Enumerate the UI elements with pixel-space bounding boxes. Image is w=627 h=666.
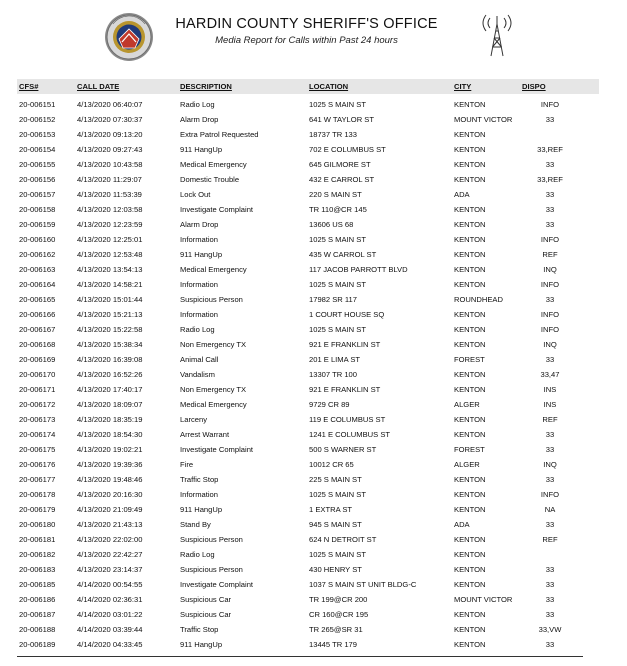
table-row: [17, 337, 599, 352]
cell-dispo: 33: [545, 220, 555, 229]
cell-city: KENTON: [454, 220, 486, 229]
table-row: [17, 232, 599, 247]
cell-description: Medical Emergency: [180, 160, 247, 169]
cell-description: 911 HangUp: [180, 640, 223, 649]
cell-dispo: 33: [545, 115, 555, 124]
cell-city: KENTON: [454, 475, 486, 484]
cell-description: Radio Log: [180, 325, 215, 334]
cell-cfs: 20-006164: [19, 280, 56, 289]
cell-dispo: INFO: [540, 235, 560, 244]
cell-cfs: 20-006171: [19, 385, 56, 394]
cell-call-date: 4/13/2020 20:16:30: [77, 490, 143, 499]
cell-location: 1025 S MAIN ST: [309, 280, 366, 289]
cell-location: 435 W CARROL ST: [309, 250, 377, 259]
cell-description: Investigate Complaint: [180, 445, 254, 454]
column-header-city: CITY: [454, 82, 472, 91]
radio-tower-icon: [474, 12, 520, 58]
cell-dispo: INFO: [540, 490, 560, 499]
cell-dispo: 33: [545, 595, 555, 604]
cell-description: Radio Log: [180, 550, 215, 559]
cell-dispo: 33,REF: [537, 175, 563, 184]
cell-dispo: 33: [545, 445, 555, 454]
cell-city: KENTON: [454, 130, 486, 139]
cell-location: 13307 TR 100: [309, 370, 357, 379]
cell-description: Domestic Trouble: [180, 175, 240, 184]
cell-location: 1 EXTRA ST: [309, 505, 353, 514]
cell-description: Traffic Stop: [180, 475, 219, 484]
cell-city: KENTON: [454, 370, 486, 379]
cell-description: Extra Patrol Requested: [180, 130, 259, 139]
cell-location: TR 265@SR 31: [309, 625, 363, 634]
cell-location: 702 E COLUMBUS ST: [309, 145, 386, 154]
cell-call-date: 4/13/2020 19:39:36: [77, 460, 143, 469]
cell-city: KENTON: [454, 175, 486, 184]
cell-call-date: 4/13/2020 16:39:08: [77, 355, 143, 364]
cell-city: ALGER: [454, 460, 480, 469]
table-row: [17, 262, 599, 277]
table-row: [17, 592, 599, 607]
cell-cfs: 20-006185: [19, 580, 56, 589]
cell-city: KENTON: [454, 280, 486, 289]
cell-description: 911 HangUp: [180, 250, 223, 259]
cell-city: KENTON: [454, 250, 486, 259]
cell-description: Medical Emergency: [180, 265, 247, 274]
cell-description: Information: [180, 490, 218, 499]
calls-table: [17, 79, 599, 652]
column-header-cfs: CFS#: [19, 82, 39, 91]
cell-dispo: INFO: [540, 280, 560, 289]
cell-city: KENTON: [454, 325, 486, 334]
cell-city: ALGER: [454, 400, 480, 409]
cell-cfs: 20-006177: [19, 475, 56, 484]
cell-location: 641 W TAYLOR ST: [309, 115, 374, 124]
cell-call-date: 4/14/2020 04:33:45: [77, 640, 143, 649]
column-header-dispo: DISPO: [522, 82, 546, 91]
cell-cfs: 20-006165: [19, 295, 56, 304]
cell-description: Investigate Complaint: [180, 580, 254, 589]
table-row: [17, 217, 599, 232]
report-subtitle: Media Report for Calls within Past 24 hours: [215, 35, 398, 46]
cell-city: MOUNT VICTOR: [454, 115, 513, 124]
cell-description: Information: [180, 280, 218, 289]
table-row: [17, 517, 599, 532]
cell-call-date: 4/13/2020 12:03:58: [77, 205, 143, 214]
table-row: [17, 157, 599, 172]
cell-cfs: 20-006175: [19, 445, 56, 454]
cell-city: ROUNDHEAD: [454, 295, 503, 304]
cell-location: 13445 TR 179: [309, 640, 357, 649]
cell-call-date: 4/13/2020 07:30:37: [77, 115, 143, 124]
cell-location: 624 N DETROIT ST: [309, 535, 377, 544]
cell-cfs: 20-006163: [19, 265, 56, 274]
table-row: [17, 397, 599, 412]
cell-dispo: 33: [545, 475, 555, 484]
cell-call-date: 4/13/2020 11:29:07: [77, 175, 142, 184]
cell-description: Fire: [180, 460, 194, 469]
cell-dispo: INS: [543, 385, 557, 394]
cell-description: Arrest Warrant: [180, 430, 230, 439]
table-row: [17, 247, 599, 262]
cell-cfs: 20-006180: [19, 520, 56, 529]
cell-cfs: 20-006153: [19, 130, 56, 139]
cell-cfs: 20-006173: [19, 415, 56, 424]
cell-call-date: 4/13/2020 09:13:20: [77, 130, 143, 139]
cell-location: 1025 S MAIN ST: [309, 550, 366, 559]
table-row: [17, 97, 599, 112]
cell-dispo: 33: [545, 565, 555, 574]
cell-call-date: 4/13/2020 18:35:19: [77, 415, 143, 424]
column-header-call-date: CALL DATE: [77, 82, 120, 91]
cell-dispo: 33,VW: [538, 625, 562, 634]
table-row: [17, 412, 599, 427]
cell-city: KENTON: [454, 205, 486, 214]
cell-call-date: 4/13/2020 18:09:07: [77, 400, 143, 409]
cell-city: KENTON: [454, 265, 486, 274]
cell-description: 911 HangUp: [180, 145, 223, 154]
cell-location: 1025 S MAIN ST: [309, 325, 366, 334]
cell-cfs: 20-006160: [19, 235, 56, 244]
cell-dispo: 33: [545, 355, 555, 364]
cell-call-date: 4/13/2020 16:52:26: [77, 370, 143, 379]
table-row: [17, 637, 599, 652]
cell-city: KENTON: [454, 310, 486, 319]
cell-cfs: 20-006159: [19, 220, 56, 229]
cell-location: 1241 E COLUMBUS ST: [309, 430, 391, 439]
cell-call-date: 4/13/2020 15:22:58: [77, 325, 143, 334]
cell-city: KENTON: [454, 100, 486, 109]
cell-dispo: INFO: [540, 310, 560, 319]
cell-description: Alarm Drop: [180, 115, 219, 124]
cell-description: Alarm Drop: [180, 220, 219, 229]
table-row: [17, 622, 599, 637]
cell-call-date: 4/13/2020 12:23:59: [77, 220, 143, 229]
table-row: [17, 502, 599, 517]
table-row: [17, 277, 599, 292]
cell-cfs: 20-006174: [19, 430, 56, 439]
cell-dispo: INFO: [540, 325, 560, 334]
cell-dispo: 33,47: [540, 370, 560, 379]
cell-dispo: REF: [542, 535, 558, 544]
cell-description: Investigate Complaint: [180, 205, 254, 214]
cell-city: FOREST: [454, 445, 485, 454]
cell-call-date: 4/13/2020 21:09:49: [77, 505, 143, 514]
cell-dispo: 33: [545, 160, 555, 169]
table-row: [17, 607, 599, 622]
cell-cfs: 20-006156: [19, 175, 56, 184]
cell-dispo: INFO: [540, 100, 560, 109]
table-row: [17, 562, 599, 577]
cell-cfs: 20-006152: [19, 115, 56, 124]
table-row: [17, 172, 599, 187]
table-row: [17, 127, 599, 142]
cell-dispo: INQ: [543, 265, 557, 274]
cell-city: FOREST: [454, 355, 485, 364]
cell-location: TR 199@CR 200: [309, 595, 368, 604]
cell-cfs: 20-006166: [19, 310, 56, 319]
table-row: [17, 142, 599, 157]
cell-description: Suspicious Person: [180, 535, 243, 544]
cell-dispo: 33,REF: [537, 145, 563, 154]
column-header-description: DESCRIPTION: [180, 82, 232, 91]
cell-dispo: 33: [545, 295, 555, 304]
cell-location: 1 COURT HOUSE SQ: [309, 310, 385, 319]
cell-description: Information: [180, 310, 218, 319]
report-header: [150, 16, 463, 46]
cell-city: KENTON: [454, 580, 486, 589]
cell-location: 201 E LIMA ST: [309, 355, 361, 364]
table-row: [17, 202, 599, 217]
column-header-location: LOCATION: [309, 82, 349, 91]
cell-description: Non Emergency TX: [180, 340, 247, 349]
cell-dispo: 33: [545, 520, 555, 529]
table-row: [17, 577, 599, 592]
cell-cfs: 20-006178: [19, 490, 56, 499]
cell-cfs: 20-006187: [19, 610, 56, 619]
cell-call-date: 4/13/2020 22:02:00: [77, 535, 143, 544]
table-row: [17, 352, 599, 367]
cell-location: 119 E COLUMBUS ST: [309, 415, 386, 424]
cell-dispo: REF: [542, 415, 558, 424]
table-row: [17, 382, 599, 397]
table-row: [17, 292, 599, 307]
cell-cfs: 20-006169: [19, 355, 56, 364]
cell-location: 18737 TR 133: [309, 130, 357, 139]
cell-call-date: 4/14/2020 00:54:55: [77, 580, 143, 589]
cell-description: Information: [180, 235, 218, 244]
cell-cfs: 20-006158: [19, 205, 56, 214]
cell-location: 1025 S MAIN ST: [309, 100, 366, 109]
cell-description: Lock Out: [180, 190, 211, 199]
cell-call-date: 4/13/2020 21:43:13: [77, 520, 143, 529]
cell-location: 117 JACOB PARROTT BLVD: [309, 265, 408, 274]
table-row: [17, 487, 599, 502]
cell-cfs: 20-006168: [19, 340, 56, 349]
cell-call-date: 4/13/2020 12:53:48: [77, 250, 143, 259]
cell-description: Suspicious Person: [180, 565, 243, 574]
cell-call-date: 4/13/2020 13:54:13: [77, 265, 143, 274]
cell-cfs: 20-006155: [19, 160, 56, 169]
cell-description: Suspicious Car: [180, 595, 232, 604]
cell-description: Traffic Stop: [180, 625, 219, 634]
cell-description: Suspicious Person: [180, 295, 243, 304]
cell-call-date: 4/13/2020 09:27:43: [77, 145, 143, 154]
cell-call-date: 4/13/2020 06:40:07: [77, 100, 143, 109]
cell-call-date: 4/13/2020 12:25:01: [77, 235, 143, 244]
cell-call-date: 4/13/2020 15:01:44: [77, 295, 143, 304]
cell-description: Vandalism: [180, 370, 215, 379]
cell-location: 945 S MAIN ST: [309, 520, 362, 529]
cell-city: KENTON: [454, 385, 486, 394]
cell-description: Non Emergency TX: [180, 385, 247, 394]
cell-description: Suspicious Car: [180, 610, 232, 619]
cell-dispo: INS: [543, 400, 557, 409]
cell-dispo: 33: [545, 580, 555, 589]
cell-cfs: 20-006162: [19, 250, 56, 259]
cell-city: KENTON: [454, 490, 486, 499]
cell-call-date: 4/13/2020 19:48:46: [77, 475, 143, 484]
table-body: [17, 97, 599, 652]
cell-cfs: 20-006151: [19, 100, 56, 109]
table-row: [17, 322, 599, 337]
table-row: [17, 532, 599, 547]
cell-location: CR 160@CR 195: [309, 610, 369, 619]
cell-cfs: 20-006170: [19, 370, 56, 379]
cell-location: 13606 US 68: [309, 220, 354, 229]
cell-city: KENTON: [454, 505, 486, 514]
cell-location: 921 E FRANKLIN ST: [309, 385, 381, 394]
cell-cfs: 20-006188: [19, 625, 56, 634]
cell-location: 1025 S MAIN ST: [309, 235, 366, 244]
sheriff-badge-logo: [104, 12, 154, 62]
cell-city: KENTON: [454, 610, 486, 619]
cell-location: 10012 CR 65: [309, 460, 354, 469]
cell-call-date: 4/13/2020 22:42:27: [77, 550, 143, 559]
table-header-row: [17, 79, 599, 94]
cell-dispo: INQ: [543, 340, 557, 349]
cell-call-date: 4/13/2020 15:38:34: [77, 340, 143, 349]
table-row: [17, 112, 599, 127]
cell-cfs: 20-006186: [19, 595, 56, 604]
cell-city: KENTON: [454, 160, 486, 169]
cell-location: 921 E FRANKLIN ST: [309, 340, 381, 349]
cell-cfs: 20-006154: [19, 145, 56, 154]
table-row: [17, 457, 599, 472]
cell-call-date: 4/13/2020 11:53:39: [77, 190, 142, 199]
cell-city: KENTON: [454, 430, 486, 439]
cell-location: 17982 SR 117: [309, 295, 357, 304]
cell-city: KENTON: [454, 640, 486, 649]
cell-description: Radio Log: [180, 100, 215, 109]
cell-call-date: 4/14/2020 03:39:44: [77, 625, 143, 634]
cell-dispo: 33: [545, 205, 555, 214]
cell-location: 1025 S MAIN ST: [309, 490, 366, 499]
cell-call-date: 4/13/2020 15:21:13: [77, 310, 143, 319]
cell-city: MOUNT VICTOR: [454, 595, 513, 604]
cell-location: 9729 CR 89: [309, 400, 350, 409]
cell-dispo: 33: [545, 610, 555, 619]
cell-location: 1037 S MAIN ST UNIT BLDG-C: [309, 580, 417, 589]
cell-call-date: 4/13/2020 18:54:30: [77, 430, 143, 439]
cell-location: 220 S MAIN ST: [309, 190, 362, 199]
cell-description: Larceny: [180, 415, 208, 424]
cell-cfs: 20-006172: [19, 400, 56, 409]
cell-city: KENTON: [454, 235, 486, 244]
cell-cfs: 20-006167: [19, 325, 56, 334]
cell-call-date: 4/14/2020 03:01:22: [77, 610, 143, 619]
cell-call-date: 4/13/2020 17:40:17: [77, 385, 143, 394]
cell-location: TR 110@CR 145: [309, 205, 367, 214]
table-row: [17, 547, 599, 562]
table-row: [17, 307, 599, 322]
cell-location: 645 GILMORE ST: [309, 160, 371, 169]
cell-city: KENTON: [454, 145, 486, 154]
cell-cfs: 20-006182: [19, 550, 56, 559]
table-row: [17, 367, 599, 382]
cell-cfs: 20-006176: [19, 460, 56, 469]
cell-city: KENTON: [454, 550, 486, 559]
cell-call-date: 4/13/2020 14:58:21: [77, 280, 143, 289]
cell-city: KENTON: [454, 535, 486, 544]
cell-cfs: 20-006181: [19, 535, 56, 544]
cell-cfs: 20-006189: [19, 640, 56, 649]
table-row: [17, 187, 599, 202]
footer-divider: [17, 656, 583, 657]
report-title: HARDIN COUNTY SHERIFF'S OFFICE: [175, 16, 438, 32]
cell-call-date: 4/13/2020 23:14:37: [77, 565, 143, 574]
cell-description: Medical Emergency: [180, 400, 247, 409]
cell-location: 430 HENRY ST: [309, 565, 362, 574]
cell-cfs: 20-006183: [19, 565, 56, 574]
cell-location: 432 E CARROL ST: [309, 175, 375, 184]
cell-city: KENTON: [454, 625, 486, 634]
cell-city: KENTON: [454, 340, 486, 349]
cell-dispo: 33: [545, 190, 555, 199]
cell-location: 500 S WARNER ST: [309, 445, 377, 454]
cell-dispo: REF: [542, 250, 558, 259]
cell-location: 225 S MAIN ST: [309, 475, 362, 484]
cell-call-date: 4/13/2020 19:02:21: [77, 445, 143, 454]
cell-call-date: 4/13/2020 10:43:58: [77, 160, 143, 169]
cell-dispo: NA: [544, 505, 556, 514]
cell-call-date: 4/14/2020 02:36:31: [77, 595, 143, 604]
cell-description: Stand By: [180, 520, 211, 529]
cell-dispo: INQ: [543, 460, 557, 469]
cell-city: ADA: [454, 190, 470, 199]
cell-description: 911 HangUp: [180, 505, 223, 514]
cell-city: KENTON: [454, 565, 486, 574]
cell-description: Animal Call: [180, 355, 219, 364]
cell-city: ADA: [454, 520, 470, 529]
table-row: [17, 442, 599, 457]
table-row: [17, 472, 599, 487]
cell-city: KENTON: [454, 415, 486, 424]
cell-cfs: 20-006179: [19, 505, 56, 514]
cell-dispo: 33: [545, 430, 555, 439]
cell-dispo: 33: [545, 640, 555, 649]
table-row: [17, 427, 599, 442]
cell-cfs: 20-006157: [19, 190, 56, 199]
